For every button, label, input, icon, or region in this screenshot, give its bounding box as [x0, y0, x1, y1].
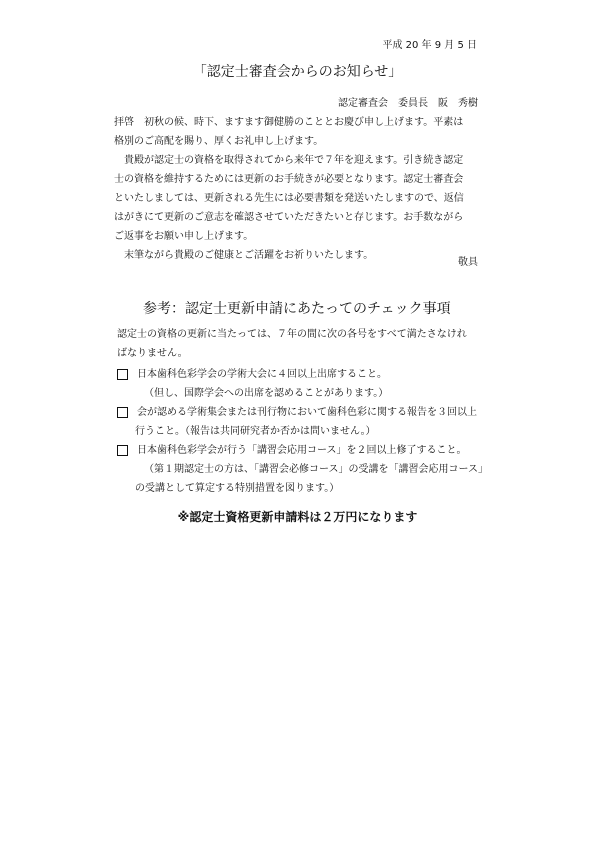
letter-line: 士の資格を維持するためには更新のお手続きが必要となります。認定士審査会 — [114, 174, 464, 185]
checklist-item-1 — [114, 365, 488, 384]
letter-title: 「認定士審査会からのお知らせ」 — [192, 64, 403, 80]
checkbox-icon — [117, 445, 128, 456]
fee-notice: ※認定士資格更新申請料は２万円になります — [177, 510, 418, 524]
letter-body — [114, 113, 480, 265]
item-note — [114, 384, 488, 403]
letter-line: といたしましては、更新される先生には必要書類を発送いたしますので、返信 — [114, 193, 464, 204]
checklist-item-2 — [114, 403, 488, 422]
intro-line: 認定士の資格の更新に当たっては、７年の間に次の各号をすべて満たさなけれ — [117, 329, 467, 340]
letter-date: 平成 20 年 9 月 5 日 — [382, 40, 477, 51]
letter-line: 格別のご高配を賜り、厚くお礼申し上げます。 — [114, 136, 324, 147]
item-continuation-text: 行うこと。（報告は共同研究者か否かは問いません。） — [135, 426, 376, 437]
item-note — [114, 460, 488, 479]
item-note — [114, 479, 488, 498]
checklist-intro — [117, 325, 467, 363]
letter-closing: 敬具 — [458, 257, 478, 268]
checklist-title: 参考：認定士更新申請にあたってのチェック事項 — [143, 301, 451, 317]
letter-line: 末筆ながら貴殿のご健康とご活躍をお祈りいたします。 — [114, 250, 374, 261]
letter-line: 拝啓 初秋の候、時下、ますます御健勝のこととお慶び申し上げます。平素は — [114, 117, 464, 128]
letter-line: はがきにて更新のご意志を確認させていただきたいと存じます。お手数ながら — [114, 212, 464, 223]
item-text: 日本歯科色彩学会の学術大会に４回以上出席すること。 — [137, 369, 387, 380]
item-text: 日本歯科色彩学会が行う「講習会応用コース」を２回以上修了すること。 — [137, 445, 467, 456]
checkbox-icon — [117, 369, 128, 380]
checklist-item-3 — [114, 441, 488, 460]
letter-line: 貴殿が認定士の資格を取得されてから来年で７年を迎えます。引き続き認定 — [114, 155, 464, 166]
item-text: 会が認める学術集会または刊行物において歯科色彩に関する報告を３回以上 — [137, 407, 477, 418]
item-note-text: の受講として算定する特別措置を図ります。） — [135, 483, 340, 494]
checkbox-icon — [117, 407, 128, 418]
letter-author: 認定審査会 委員長 阪 秀樹 — [338, 98, 478, 109]
item-note-text: （第１期認定士の方は、「講習会必修コース」の受講を「講習会応用コース」 — [144, 464, 488, 475]
letter-line: ご返事をお願い申し上げます。 — [114, 231, 254, 242]
item-note-text: （但し、国際学会への出席を認めることがあります。） — [144, 388, 389, 399]
checklist-items — [114, 365, 488, 498]
intro-line: ばなりません。 — [117, 348, 188, 359]
item-continuation — [114, 422, 488, 441]
